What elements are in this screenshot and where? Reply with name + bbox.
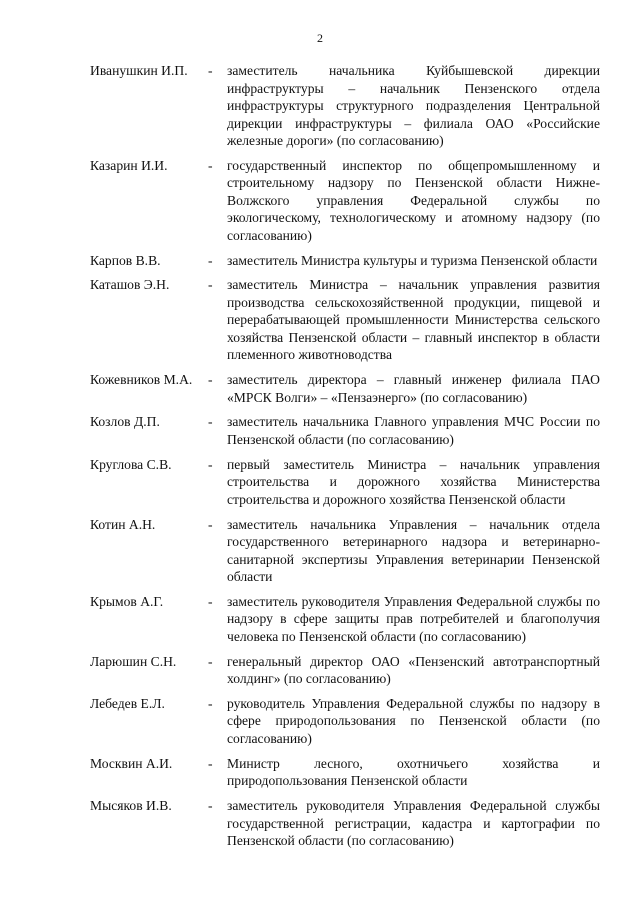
member-row <box>90 653 600 688</box>
member-dash: - <box>208 414 213 430</box>
member-dash: - <box>208 653 213 669</box>
member-row <box>90 456 600 509</box>
member-position: генеральный директор ОАО «Пензенский автотранспортный холдинг» (по согласованию) <box>227 653 600 687</box>
member-position: заместитель начальника Куйбышевской дирекции инфраструктуры – начальник Пензенского отдела инфраструктуры структурного подразделения Центральной дирекции инфраструктуры – филиала ОАО «Российские железные дороги» (по согласованию) <box>227 63 600 148</box>
member-name: Лебедев Е.Л. <box>90 695 165 711</box>
member-dash: - <box>208 63 213 78</box>
member-row <box>90 157 600 245</box>
member-dash: - <box>208 372 213 388</box>
member-position: заместитель начальника Управления – начальник отдела государственного ветеринарного надзора и ветеринарно-санитарной экспертизы Управления ветеринарии Пензенской области <box>227 516 600 585</box>
member-row <box>90 516 600 586</box>
member-name: Котин А.Н. <box>90 516 156 532</box>
member-position: заместитель директора – главный инженер филиала ПАО «МРСК Волги» – «Пензаэнерго» (по согласованию) <box>227 372 600 405</box>
member-dash: - <box>208 593 213 609</box>
member-list <box>90 62 600 857</box>
member-name: Каташов Э.Н. <box>90 277 170 293</box>
member-name: Крымов А.Г. <box>90 593 164 609</box>
member-name: Москвин А.И. <box>90 755 173 771</box>
member-position: государственный инспектор по общепромышленному и строительному надзору по Пензенской области Нижне-Волжского управления Федеральной службы по экологическому, технологическому и атомному надзору (по согласованию) <box>227 157 600 243</box>
member-row <box>90 62 600 150</box>
member-row <box>90 371 600 406</box>
member-name: Круглова С.В. <box>90 456 172 472</box>
member-dash: - <box>208 157 213 173</box>
member-name: Казарин И.И. <box>90 157 168 173</box>
member-name: Карпов В.В. <box>90 252 161 268</box>
member-position: заместитель руководителя Управления Федеральной службы по надзору в сфере защиты прав потребителей и благополучия человека по Пензенской области (по согласованию) <box>227 593 600 644</box>
member-position: заместитель Министра – начальник управления развития производства сельскохозяйственной продукции, пищевой и перерабатывающей промышленности Министерства сельского хозяйства Пензенской области – главный инспектор в области племенного животноводства <box>227 277 600 363</box>
member-name: Иванушкин И.П. <box>90 63 188 78</box>
member-name: Кожевников М.А. <box>90 372 193 388</box>
member-row <box>90 695 600 748</box>
member-dash: - <box>208 755 213 771</box>
member-row <box>90 593 600 646</box>
member-position: Министр лесного, охотничьего хозяйства и природопользования Пензенской области <box>227 755 600 789</box>
member-dash: - <box>208 277 213 293</box>
member-row <box>90 252 600 270</box>
member-row <box>90 413 600 448</box>
member-position: заместитель начальника Главного управления МЧС России по Пензенской области (по согласованию) <box>227 414 600 447</box>
member-dash: - <box>208 798 213 814</box>
member-row <box>90 276 600 364</box>
member-dash: - <box>208 456 213 472</box>
member-name: Козлов Д.П. <box>90 414 160 430</box>
member-position: заместитель Министра культуры и туризма Пензенской области <box>227 252 598 268</box>
member-position: заместитель руководителя Управления Федеральной службы государственной регистрации, кадастра и картографии по Пензенской области (по согласованию) <box>227 798 600 849</box>
member-name: Мысяков И.В. <box>90 798 172 814</box>
member-name: Ларюшин С.Н. <box>90 653 177 669</box>
member-position: руководитель Управления Федеральной службы по надзору в сфере природопользования по Пензенской области (по согласованию) <box>227 695 600 746</box>
member-dash: - <box>208 516 213 532</box>
member-row <box>90 755 600 790</box>
member-row <box>90 797 600 850</box>
member-dash: - <box>208 252 213 268</box>
member-dash: - <box>208 695 213 711</box>
page-number: 2 <box>317 31 323 45</box>
member-position: первый заместитель Министра – начальник управления строительства и дорожного хозяйства Министерства строительства и дорожного хозяйства Пензенской области <box>227 456 600 507</box>
